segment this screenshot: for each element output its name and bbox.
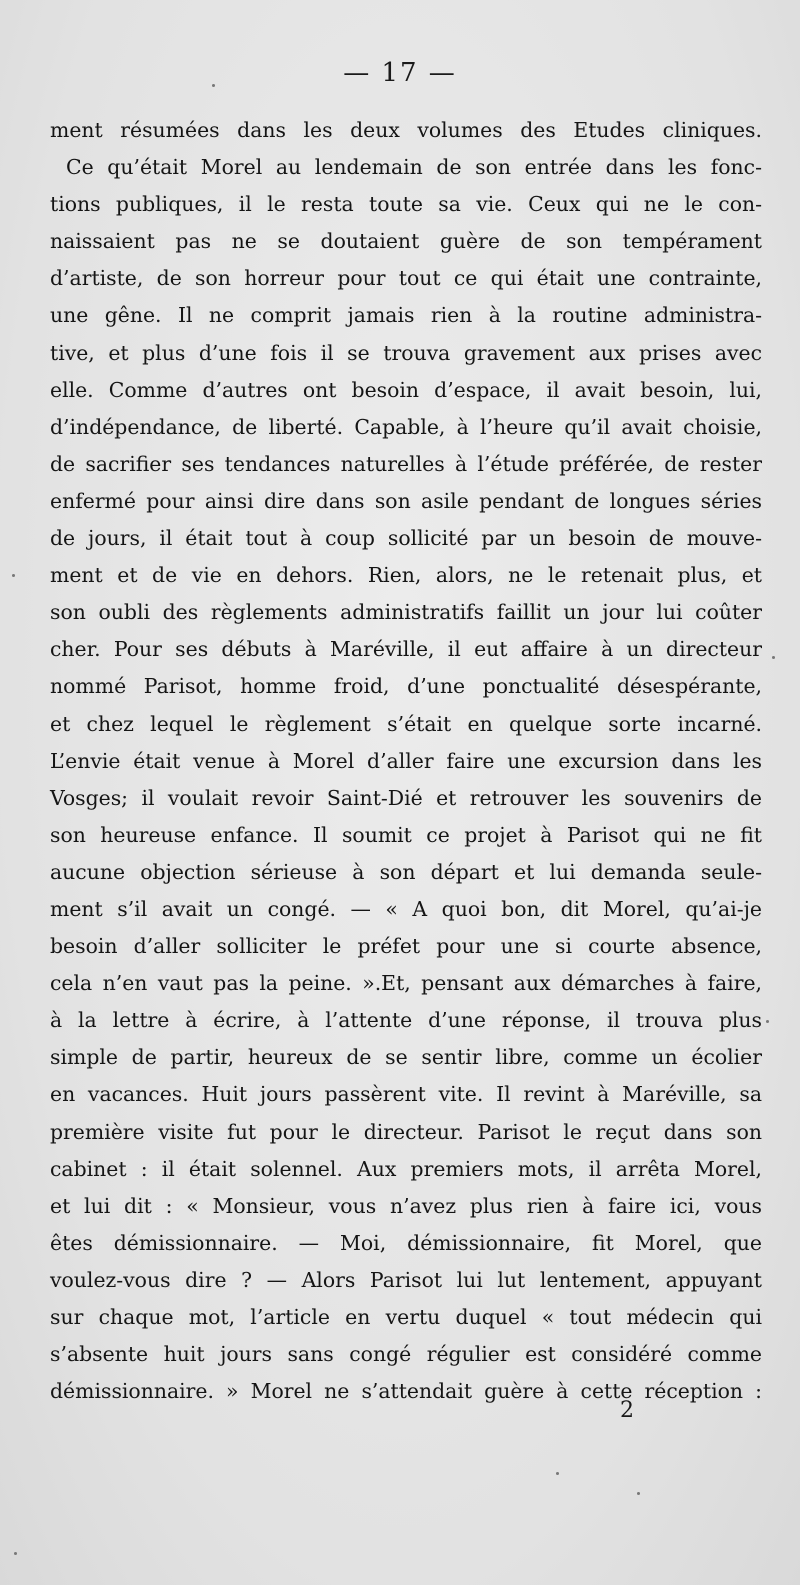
paper-speck xyxy=(637,1492,640,1495)
text-line: sur chaque mot, l’article en vertu duquel « tout médecin qui xyxy=(50,1305,762,1329)
text-line: tive, et plus d’une fois il se trouva gravement aux prises avec xyxy=(50,340,762,365)
text-line: ment s’il avait un congé. — « A quoi bon, dit Morel, qu’ai-je xyxy=(50,896,762,921)
text-line: êtes démissionnaire. — Moi, démissionnaire, fit Morel, que xyxy=(50,1230,762,1255)
text-line: de sacrifier ses tendances naturelles à l’étude préférée, de rester xyxy=(50,451,762,476)
text-line: et chez lequel le règlement s’était en quelque sorte incarné. xyxy=(50,711,762,736)
text-line: cabinet : il était solennel. Aux premiers mots, il arrêta Morel, xyxy=(50,1156,762,1181)
paper-speck xyxy=(772,656,775,659)
text-line: s’absente huit jours sans congé régulier est considéré comme xyxy=(50,1342,762,1367)
text-line: Vosges; il voulait revoir Saint-Dié et retrouver les souvenirs de xyxy=(50,785,762,810)
text-line: aucune objection sérieuse à son départ et lui demanda seule- xyxy=(50,859,762,884)
paper-speck xyxy=(212,84,215,87)
text-line: première visite fut pour le directeur. Parisot le reçut dans son xyxy=(50,1119,762,1144)
text-line: naissaient pas ne se doutaient guère de son tempérament xyxy=(50,229,762,254)
text-line: nommé Parisot, homme froid, d’une ponctualité désespérante, xyxy=(50,674,762,699)
paper-speck xyxy=(12,574,15,577)
paper-speck xyxy=(556,1472,559,1475)
text-line: à la lettre à écrire, à l’attente d’une réponse, il trouva plus xyxy=(50,1008,762,1033)
text-line: cela n’en vaut pas la peine. ».Et, pensant aux démarches à faire, xyxy=(50,971,762,996)
text-line: une gêne. Il ne comprit jamais rien à la routine administra- xyxy=(50,303,762,328)
text-line: et lui dit : « Monsieur, vous n’avez plus rien à faire ici, vous xyxy=(50,1193,762,1218)
text-line: démissionnaire. » Morel ne s’attendait guère à cette réception : xyxy=(50,1379,762,1404)
text-line: simple de partir, heureux de se sentir libre, comme un écolier xyxy=(50,1045,762,1070)
text-line: son oubli des règlements administratifs faillit un jour lui coûter xyxy=(50,600,762,625)
text-line: tions publiques, il le resta toute sa vie. Ceux qui ne le con- xyxy=(50,192,762,217)
text-line: d’artiste, de son horreur pour tout ce qui était une contrainte, xyxy=(50,266,762,291)
body-text xyxy=(50,112,762,1410)
text-line: Ce qu’était Morel au lendemain de son entrée dans les fonc- xyxy=(66,155,762,180)
text-line: voulez-vous dire ? — Alors Parisot lui lut lentement, appuyant xyxy=(50,1267,762,1292)
text-line: en vacances. Huit jours passèrent vite. Il revint à Maréville, sa xyxy=(50,1082,762,1107)
text-line: de jours, il était tout à coup sollicité par un besoin de mouve- xyxy=(50,526,762,551)
text-line: d’indépendance, de liberté. Capable, à l’heure qu’il avait choisie, xyxy=(50,414,762,439)
text-line: ment et de vie en dehors. Rien, alors, ne le retenait plus, et xyxy=(50,563,762,588)
text-line: L’envie était venue à Morel d’aller faire une excursion dans les xyxy=(50,748,762,773)
signature-mark: 2 xyxy=(620,1398,634,1423)
text-line: cher. Pour ses débuts à Maréville, il eut affaire à un directeur xyxy=(50,637,762,662)
paper-speck xyxy=(766,1020,769,1023)
text-line: enfermé pour ainsi dire dans son asile pendant de longues séries xyxy=(50,488,762,513)
page-number-header: — 17 — xyxy=(343,58,457,88)
text-line: son heureuse enfance. Il soumit ce projet à Parisot qui ne fit xyxy=(50,822,762,847)
text-line: ment résumées dans les deux volumes des Etudes cliniques. xyxy=(50,118,762,142)
text-line: elle. Comme d’autres ont besoin d’espace, il avait besoin, lui, xyxy=(50,377,762,402)
paper-speck xyxy=(14,1552,17,1555)
text-line: besoin d’aller solliciter le préfet pour une si courte absence, xyxy=(50,934,762,959)
